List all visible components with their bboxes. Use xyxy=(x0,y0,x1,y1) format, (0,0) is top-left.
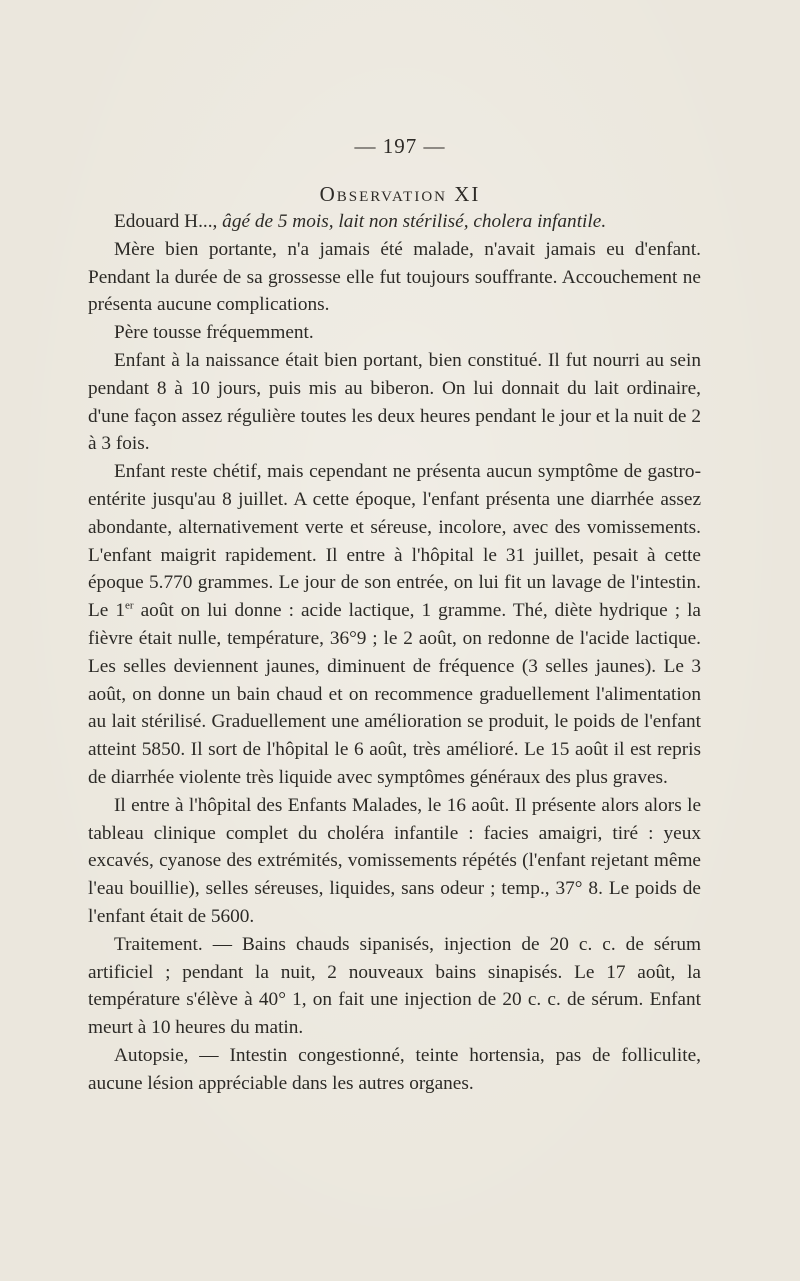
paragraph-birth: Enfant à la naissance était bien portant, bien constitué. Il fut nourri au sein pendant 8 à 10 jours, puis mis au biberon. On lui donnait du lait ordinaire, d'une façon assez régulière toutes les deux heures pendant le jour et la nuit de 2 à 3 fois. xyxy=(88,349,701,455)
history-text-part1: Enfant reste chétif, mais cependant ne présenta aucun symptôme de gastro-entérite jusqu'au 8 juillet. A cette époque, l'enfant présenta une diarrhée assez abondante, alternativement verte et séreuse, incolore, avec des vomissements. L'enfant maigrit rapidement. Il entre à l'hôpital le 31 juillet, pesait à cette époque 5.770 grammes. Le jour de son entrée, on lui fit un lavage de l'intestin. Le 1 xyxy=(88,461,701,622)
paragraph-father: Père tousse fréquemment. xyxy=(114,322,314,344)
paragraph-admission: Il entre à l'hôpital des Enfants Malades, le 16 août. Il présente alors alors le tableau clinique complet du choléra infantile : facies amaigri, tiré : yeux excavés, cyanose des extrémités, vomissements répétés (l'enfant rejetant même l'eau bouillie), selles séreuses, liquides, sans odeur ; temp., 37° 8. Le poids de l'enfant était de 5600. xyxy=(88,794,701,927)
paragraph-history xyxy=(88,458,701,792)
patient-name: Edouard H..., xyxy=(114,211,223,232)
paragraph-treatment: Traitement. — Bains chauds sipanisés, injection de 20 c. c. de sérum artificiel ; pendant la nuit, 2 nouveaux bains sinapisés. Le 17 août, la température s'élève à 40° 1, on fait une injection de 20 c. c. de sérum. Enfant meurt à 10 heures du matin. xyxy=(88,933,701,1039)
observation-heading: Observation XI xyxy=(319,182,481,206)
paragraph-patient xyxy=(88,208,701,236)
history-text-part2: août on lui donne : acide lactique, 1 gramme. Thé, diète hydrique ; la fièvre était nulle, température, 36°9 ; le 2 août, on redonne de l'acide lactique. Les selles deviennent jaunes, diminuent de fréquence (3 selles jaunes). Le 3 août, on donne un bain chaud et on recommence graduellement l'alimentation au lait stérilisé. Graduellement une amélioration se produit, le poids de l'enfant atteint 5850. Il sort de l'hôpital le 6 août, très amélioré. Le 15 août il est repris de diarrhée violente très liquide avec symptômes généraux des plus graves. xyxy=(88,600,701,788)
patient-summary: âgé de 5 mois, lait non stérilisé, cholera infantile. xyxy=(222,211,607,232)
page-number: — 197 — xyxy=(354,134,446,158)
paragraph-mother: Mère bien portante, n'a jamais été malade, n'avait jamais eu d'enfant. Pendant la durée de sa grossesse elle fut toujours souffrante. Accouchement ne présenta aucune complications. xyxy=(88,238,701,316)
ordinal-superscript: er xyxy=(125,599,134,612)
observation-body xyxy=(88,208,701,1098)
paragraph-autopsy: Autopsie, — Intestin congestionné, teinte hortensia, pas de folliculite, aucune lésion appréciable dans les autres organes. xyxy=(88,1044,701,1094)
